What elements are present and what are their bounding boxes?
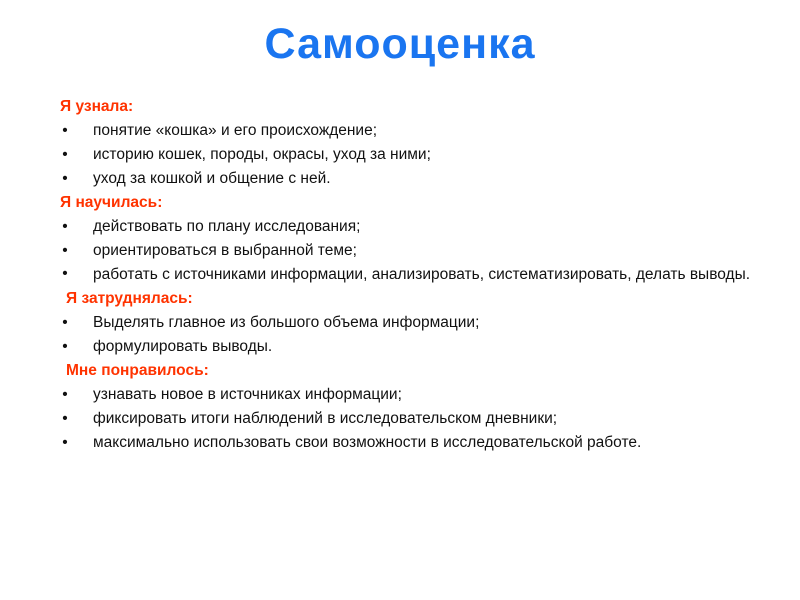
- section-list-learned: [60, 119, 760, 191]
- section-list-skills: [60, 215, 760, 287]
- list-item-text: уход за кошкой и общение с ней.: [93, 170, 331, 187]
- bullet-icon: •: [62, 242, 68, 259]
- list-item-text: формулировать выводы.: [93, 338, 273, 355]
- slide-content: [60, 95, 760, 455]
- list-item: [60, 263, 760, 287]
- section-heading-skills: Я научилась:: [60, 194, 163, 211]
- list-item: [60, 335, 760, 359]
- list-item-text: действовать по плану исследования;: [93, 218, 361, 235]
- list-item: [60, 383, 760, 407]
- list-item-text: ориентироваться в выбранной теме;: [93, 242, 357, 259]
- list-item-text: работать с источниками информации, анализировать, систематизировать, делать выводы.: [93, 266, 751, 283]
- list-item: [60, 119, 760, 143]
- section-list-difficulties: [60, 311, 760, 359]
- list-item-text: понятие «кошка» и его происхождение;: [93, 122, 378, 139]
- section-heading-difficulties: Я затруднялась:: [66, 290, 193, 307]
- list-item: [60, 431, 760, 455]
- bullet-icon: •: [62, 170, 68, 187]
- section-heading-liked: Мне понравилось:: [66, 362, 209, 379]
- section-heading-learned: Я узнала:: [60, 98, 134, 115]
- bullet-icon: •: [62, 386, 68, 403]
- bullet-icon: •: [62, 338, 68, 355]
- list-item-text: максимально использовать свои возможности в исследовательской работе.: [93, 434, 642, 451]
- list-item: [60, 215, 760, 239]
- bullet-icon: •: [62, 314, 68, 331]
- bullet-icon: •: [62, 410, 68, 427]
- list-item-text: узнавать новое в источниках информации;: [93, 386, 402, 403]
- bullet-icon: •: [62, 122, 68, 139]
- list-item: [60, 239, 760, 263]
- bullet-icon: •: [62, 146, 68, 163]
- list-item-text: фиксировать итоги наблюдений в исследовательском дневники;: [93, 410, 558, 427]
- list-item: [60, 167, 760, 191]
- list-item-text: Выделять главное из большого объема информации;: [93, 314, 480, 331]
- bullet-icon: •: [62, 218, 68, 235]
- page-title: Самооценка: [264, 20, 536, 68]
- list-item: [60, 311, 760, 335]
- bullet-icon: •: [62, 434, 68, 451]
- bullet-icon: •: [62, 265, 68, 282]
- list-item: [60, 143, 760, 167]
- list-item: [60, 407, 760, 431]
- list-item-text: историю кошек, породы, окрасы, уход за ними;: [93, 146, 431, 163]
- section-list-liked: [60, 383, 760, 455]
